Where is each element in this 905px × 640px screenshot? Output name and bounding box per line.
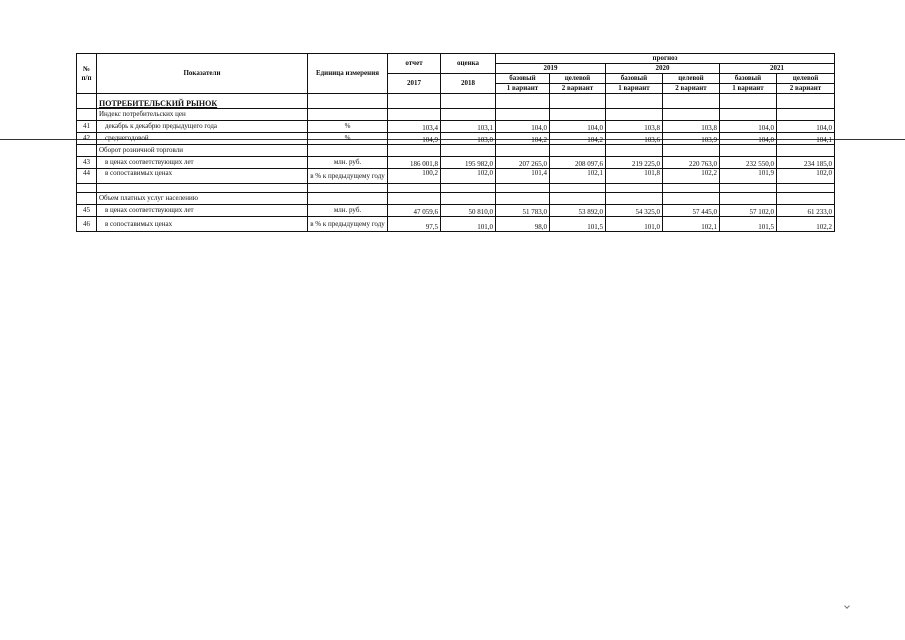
cell-value: 104,2: [550, 133, 606, 145]
table-row: [77, 133, 835, 145]
cell-value: 104,9: [388, 133, 441, 145]
forecast-table: [76, 53, 835, 232]
row-unit: %: [308, 133, 388, 145]
cell-value: 102,0: [441, 169, 496, 184]
header-year-2018: 2018: [441, 74, 496, 94]
cell-value: 103,9: [663, 133, 720, 145]
table-row: [77, 193, 835, 205]
spacer-row: [77, 184, 835, 193]
row-number: [77, 109, 97, 121]
header-target-2020: целевой: [663, 74, 720, 84]
cell-value: 54 325,0: [606, 205, 663, 217]
header-variant2-2021: 2 вариант: [777, 84, 835, 94]
cell-value: [777, 109, 835, 121]
table-row: [77, 121, 835, 133]
cell-value: 101,0: [441, 217, 496, 232]
header-target-2021: целевой: [777, 74, 835, 84]
row-unit: [308, 109, 388, 121]
header-base-2020: базовый: [606, 74, 663, 84]
row-unit: млн. руб.: [308, 205, 388, 217]
row-unit: [308, 145, 388, 157]
row-unit: в % к предыдущему году: [308, 217, 388, 232]
cell-value: 51 783,0: [496, 205, 550, 217]
table-row: [77, 145, 835, 157]
row-unit: [308, 193, 388, 205]
cell-value: 103,6: [606, 133, 663, 145]
cell-value: 102,2: [777, 217, 835, 232]
header-estimate: оценка: [441, 54, 496, 74]
cell-value: 234 185,0: [777, 157, 835, 169]
cell-value: 53 892,0: [550, 205, 606, 217]
cell-value: 104,0: [550, 121, 606, 133]
cell-value: 104,0: [777, 121, 835, 133]
cell-value: 207 265,0: [496, 157, 550, 169]
cell-value: 101,8: [606, 169, 663, 184]
row-number: [77, 145, 97, 157]
cell-value: 208 097,6: [550, 157, 606, 169]
cell-value: 104,2: [496, 133, 550, 145]
row-number: [77, 193, 97, 205]
table-row: [77, 217, 835, 232]
row-number: 41: [77, 121, 97, 133]
cell-value: 103,8: [663, 121, 720, 133]
row-number: 45: [77, 205, 97, 217]
header-variant2-2019: 2 вариант: [550, 84, 606, 94]
cell-value: 101,5: [720, 217, 777, 232]
cell-value: [550, 109, 606, 121]
header-unit: Единица измерения: [308, 54, 388, 94]
row-label: в ценах соответствующих лет: [97, 205, 308, 217]
cell-value: 101,5: [550, 217, 606, 232]
cell-value: 101,0: [606, 217, 663, 232]
table-row: [77, 169, 835, 184]
section-title: ПОТРЕБИТЕЛЬСКИЙ РЫНОК: [97, 94, 308, 109]
cell-value: 186 001,8: [388, 157, 441, 169]
row-unit: %: [308, 121, 388, 133]
cell-value: 103,1: [441, 121, 496, 133]
cell-value: 195 982,0: [441, 157, 496, 169]
cell-value: 101,9: [720, 169, 777, 184]
header-forecast: прогноз: [496, 54, 835, 64]
row-number: 46: [77, 217, 97, 232]
cell-value: 50 810,0: [441, 205, 496, 217]
cell-value: 103,4: [388, 121, 441, 133]
row-label: в сопоставимых ценах: [97, 169, 308, 184]
cell-value: [441, 109, 496, 121]
header-year-2017: 2017: [388, 74, 441, 94]
cell-value: 220 763,0: [663, 157, 720, 169]
header-base-2021: базовый: [720, 74, 777, 84]
table-row: [77, 109, 835, 121]
cell-value: 61 233,0: [777, 205, 835, 217]
row-label: в сопоставимых ценах: [97, 217, 308, 232]
table-row: [77, 205, 835, 217]
cell-value: [388, 109, 441, 121]
header-year-2020: 2020: [606, 64, 720, 74]
header-variant2-2020: 2 вариант: [663, 84, 720, 94]
cell-value: [720, 109, 777, 121]
header-variant1-2020: 1 вариант: [606, 84, 663, 94]
row-number: 42: [77, 133, 97, 145]
row-label: Объем платных услуг населению: [97, 193, 308, 205]
row-unit: в % к предыдущему году: [308, 169, 388, 184]
cell-value: 103,0: [441, 133, 496, 145]
header-target-2019: целевой: [550, 74, 606, 84]
cell-value: 104,0: [720, 133, 777, 145]
section-row: [77, 94, 835, 109]
header-year-2019: 2019: [496, 64, 606, 74]
cell-value: [663, 109, 720, 121]
row-label: в ценах соответствующих лет: [97, 157, 308, 169]
cell-value: 97,5: [388, 217, 441, 232]
cell-value: 232 550,0: [720, 157, 777, 169]
table-row: [77, 157, 835, 169]
header-report: отчет: [388, 54, 441, 74]
cell-value: 102,1: [550, 169, 606, 184]
cell-value: 98,0: [496, 217, 550, 232]
scan-mark: [844, 603, 850, 609]
row-number: 44: [77, 169, 97, 184]
header-year-2021: 2021: [720, 64, 835, 74]
row-label: среднегодовой: [97, 133, 308, 145]
cell-value: 57 102,0: [720, 205, 777, 217]
row-label: Оборот розничной торговли: [97, 145, 308, 157]
cell-value: 104,0: [720, 121, 777, 133]
header-variant1-2021: 1 вариант: [720, 84, 777, 94]
cell-value: 219 225,0: [606, 157, 663, 169]
cell-value: 100,2: [388, 169, 441, 184]
row-number: 43: [77, 157, 97, 169]
cell-value: [496, 109, 550, 121]
header-variant1-2019: 1 вариант: [496, 84, 550, 94]
cell-value: 104,0: [496, 121, 550, 133]
cell-value: 47 059,6: [388, 205, 441, 217]
cell-value: 102,2: [663, 169, 720, 184]
row-unit: млн. руб.: [308, 157, 388, 169]
row-label: декабрь к декабрю предыдущего года: [97, 121, 308, 133]
cell-value: 102,1: [663, 217, 720, 232]
cell-value: [606, 109, 663, 121]
cell-value: 57 445,0: [663, 205, 720, 217]
cell-value: 104,1: [777, 133, 835, 145]
header-base-2019: базовый: [496, 74, 550, 84]
cell-value: 102,0: [777, 169, 835, 184]
cell-value: 101,4: [496, 169, 550, 184]
header-indicators: Показатели: [97, 54, 308, 94]
header-no: № п/п: [77, 54, 97, 94]
row-label: Индекс потребительских цен: [97, 109, 308, 121]
cell-value: 103,8: [606, 121, 663, 133]
